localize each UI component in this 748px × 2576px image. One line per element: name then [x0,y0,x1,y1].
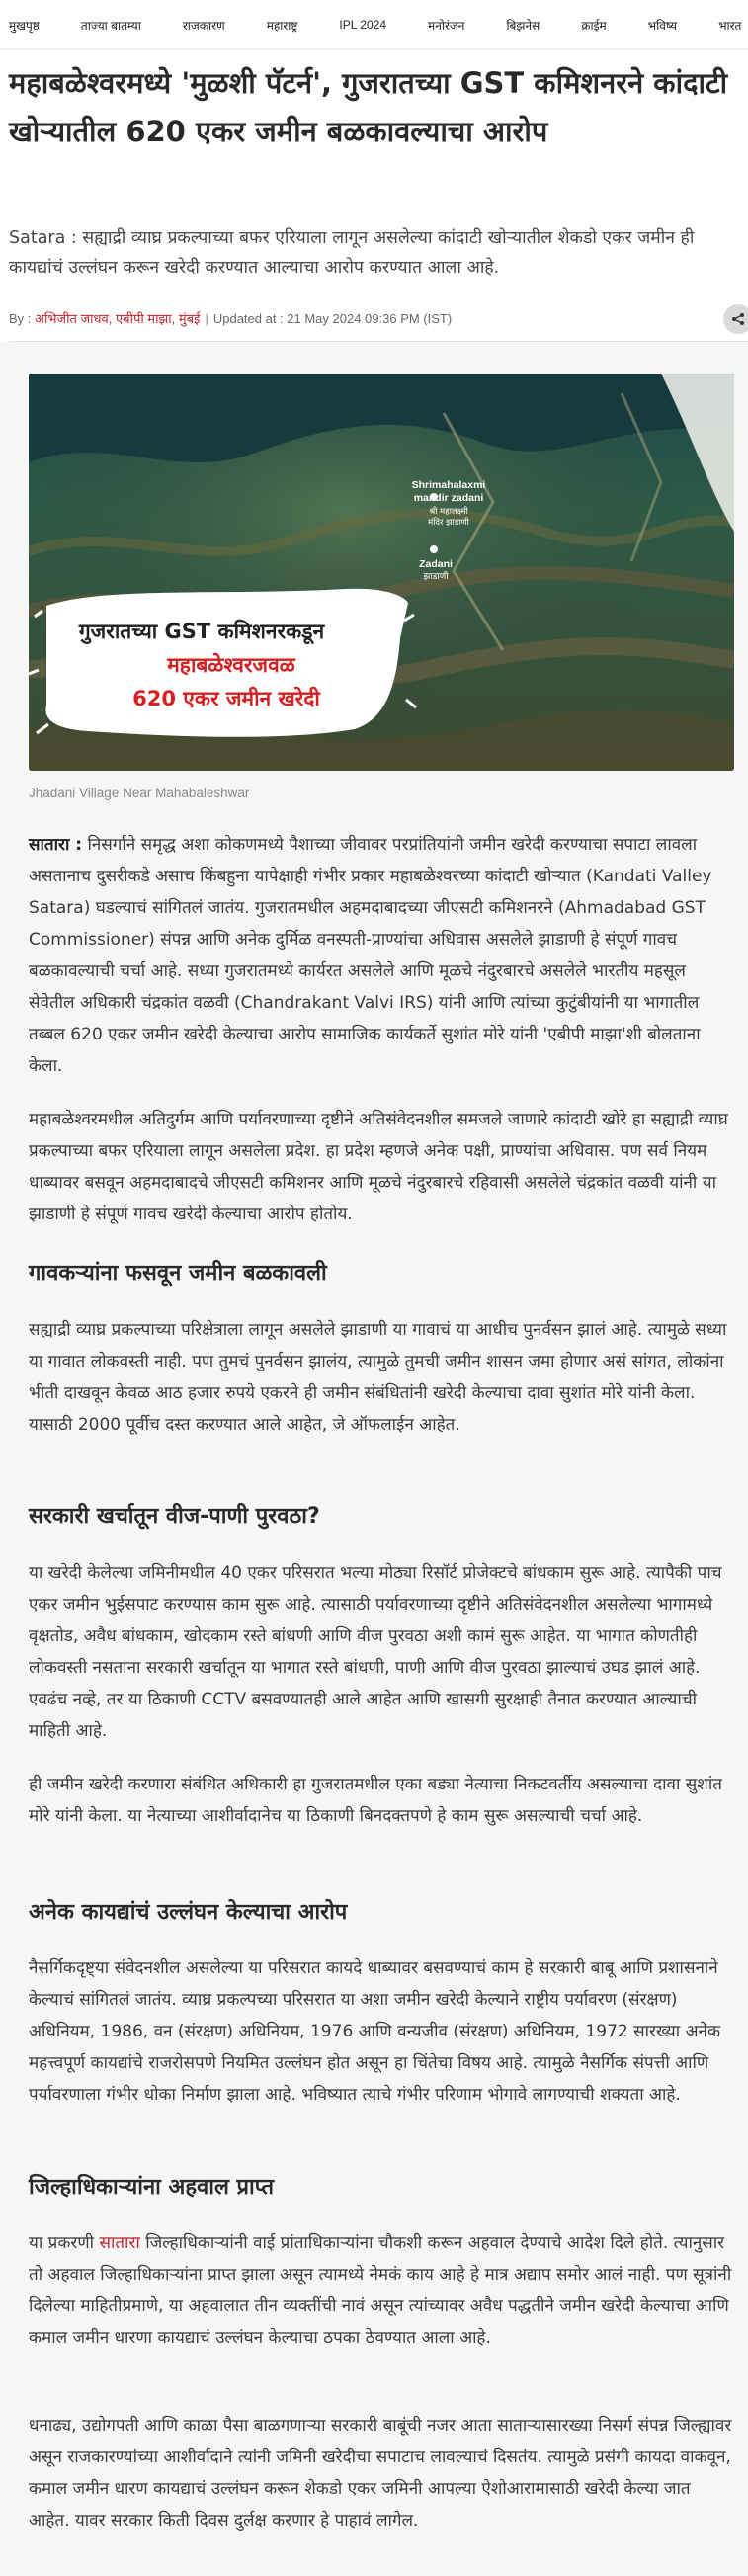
byline-prefix: By : [9,310,32,326]
paragraph-2: महाबळेश्वरमधील अतिदुर्गम आणि पर्यावरणाच्या दृष्टीने अतिसंवेदनशील समजले जाणारे कांदाटी खोरे हा सह्याद्री व्याघ्र प्रकल्पाच्या बफर एरियाला लागून असलेला प्रदेश. हा प्रदेश म्हणजे अनेक पक्षी, प्राण्यांचा अधिवास. पण सर्व नियम धाब्यावर बसवून अहमदाबादचे जीएसटी कमिशनर आणि मूळचे नंदुरबारचे रहिवासी असलेले चंद्रकांत वळवी यांनी या झाडाणी हे संपूर्ण गावच खरेदी केल्याचा आरोप होतोय. [29,1110,728,1224]
paragraph-3: सह्याद्री व्याघ्र प्रकल्पाच्या परिक्षेत्राला लागून असलेले झाडाणी या गावाचं या आधीच पुनर्वसन झालं आहे. त्यामुळे सध्या या गावात लोकवस्ती नाही. पण तुमचं पुनर्वसन झालंय, त्यामुळे तुमची जमीन शासन जमा होणार असं सांगत, लोकांना भीती दाखवून केवळ आठ हजार रुपये एकरने ही जमीन संबंधितांनी खरेदी केल्याचा दावा सुशांत मोरे यांनी केला. यासाठी 2000 पूर्वीच दस्त करण्यात आले आहेत, जे ऑफलाईन आहेत. [29,1320,727,1435]
paragraph-5: ही जमीन खरेदी करणारा संबंधित अधिकारी हा गुजरातमधील एका बड्या नेत्याचा निकटवर्तीय असल्याचा दावा सुशांत मोरे यांनी केला. या नेत्याच्या आशीर्वादानेच या ठिकाणी बिनदक्तपणे हे काम सुरू असल्याची चर्चा आहे. [29,1775,722,1826]
aerial-map-illustration [29,374,734,771]
byline-author[interactable]: अभिजीत जाधव, एबीपी माझा, मुंबई [35,311,201,326]
paragraph-7-pre: या प्रकरणी [29,2233,100,2253]
hero-banner-line-2: महाबळेश्वरजवळ [167,653,295,677]
nav-item-entertainment[interactable]: मनोरंजन [428,18,465,33]
nav-item-politics[interactable]: राजकारण [182,18,225,33]
nav-item-ipl[interactable]: IPL 2024 [339,18,387,32]
nav-item-crime[interactable]: क्राईम [581,18,607,33]
map-label-zadani-mr: झाडाणी [423,572,449,582]
nav-item-horoscope[interactable]: भविष्य [647,18,678,33]
link-satara[interactable]: सातारा [99,2233,140,2253]
share-button[interactable] [723,304,748,334]
subheading-1: गावकऱ्यांना फसवून जमीन बळकावली [29,1261,327,1286]
nav-menu [0,0,748,49]
map-label-zadani: Zadani [419,558,453,570]
paragraph-7-text: जिल्हाधिकाऱ्यांनी वाई प्रांताधिकाऱ्यांना चौकशी करून अहवाल देण्याचे आदेश दिले होते. त्यानुसार तो अहवाल जिल्हाधिकाऱ्यांना प्राप्त झाला असून त्यामध्ये नेमकं काय आहे हे मात्र अद्याप समोर आलं नाही. पण सूत्रांनी दिलेल्या माहितीप्रमाणे, या अहवालात तीन व्यक्तींची नावं असून त्यांच्यावर अवैध पद्धतीने जमीन खरेदी केल्याचा आणि कमाल जमीन धारणा कायद्याचं उल्लंघन केल्याचा ठपका ठेवण्यात आला आहे. [29,2233,732,2348]
byline-separator: | [205,310,208,326]
map-label-temple-mr-2: मंदिर झाडाणी [428,518,469,528]
subheading-3: अनेक कायद्यांचं उल्लंघन केल्याचा आरोप [29,1900,348,1925]
paragraph-7 [29,2227,734,2354]
nav-item-maharashtra[interactable]: महाराष्ट्र [266,18,298,33]
subheading-2: सरकारी खर्चातून वीज-पाणी पुरवठा? [29,1504,320,1529]
paragraph-4: या खरेदी केलेल्या जमिनीमधील 40 एकर परिसरात भल्या मोठ्या रिसॉर्ट प्रोजेक्टचे बांधकाम सुरू आहे. त्यापैकी पाच एकर जमीन भुईसपाट करण्यास काम सुरू आहे. त्यासाठी पर्यावरणाच्या दृष्टीने अतिसंवेदनशील असलेल्या भागामध्ये वृक्षतोड, अवैध बांधकाम, खोदकाम रस्ते बांधणी आणि वीज पुरवठा अशी कामं सुरू आहेत. या भागात कोणतीही लोकवस्ती नसताना सरकारी खर्चातून या भागात रस्ते बांधणी, पाणी आणि वीज पुरवठा झाल्याचं उघड झालं आहे. एवढंच नव्हे, तर या ठिकाणी CCTV बसवण्यातही आले आहेत आणि खासगी सुरक्षाही तैनात करण्यात आल्याची माहिती आहे. [29,1563,722,1741]
map-label-temple-mr: श्री महालक्ष्मी [429,507,468,517]
nav-item-home[interactable]: मुखपृष्ठ [9,18,40,33]
paragraph-6: नैसर्गिकदृष्ट्या संवेदनशील असलेल्या या परिसरात कायदे धाब्यावर बसवण्याचं काम हे सरकारी बाबू आणि प्रशासनाने केल्याचं सांगितलं जातंय. व्याघ्र प्रकल्पच्या परिसरात या अशा जमीन खरेदी केल्याने राष्ट्रीय पर्यावरण (संरक्षण) अधिनियम, 1986, वन (संरक्षण) अधिनियम, 1976 आणि वन्यजीव (संरक्षण) अधिनियम, 1972 सारख्या अनेक महत्त्वपूर्ण कायद्यांचे राजरोसपणे नियमित उल्लंघन होत असून हा चिंतेचा विषय आहे. त्यामुळे नैसर्गिक संपत्ती आणि पर्यावरणाला गंभीर धोका निर्माण झाला आहे. भविष्यात त्याचे गंभीर परिणाम भोगावे लागण्याची शक्यता आहे. [29,1958,721,2105]
subheading-4: जिल्हाधिकाऱ्यांना अहवाल प्राप्त [29,2175,275,2200]
article-summary: Satara : सह्याद्री व्याघ्र प्रकल्पाच्या बफर एरियाला लागून असलेल्या कांदाटी खोऱ्यातील शेकडो एकर जमीन ही कायद्यांचं उल्लंघन करून खरेदी करण्यात आल्याचा आरोप करण्यात आला आहे. [9,228,695,278]
nav-item-india[interactable]: भारत [718,18,742,33]
top-navigation [0,0,748,49]
hero-caption: Jhadani Village Near Mahabaleshwar [29,786,250,800]
paragraph-1-lead: सातारा : [29,835,83,855]
nav-item-latest-news[interactable]: ताज्या बातम्या [80,18,141,33]
hero-banner-line-1: गुजरातच्या GST कमिशनरकडून [78,620,325,643]
byline-updated: Updated at : 21 May 2024 09:36 PM (IST) [212,310,453,326]
map-label-temple-2: mandir zadani [413,492,484,504]
article-byline [9,307,452,329]
share-icon [731,312,745,326]
article-headline: महाबळेश्वरमध्ये 'मुळशी पॅटर्न', गुजरातच्या GST कमिशनरने कांदाटी खोऱ्यातील 620 एकर जमीन बळकावल्याचा आरोप [9,66,728,148]
hero-banner-line-3: 620 एकर जमीन खरेदी [132,687,320,710]
paragraph-8: धनाढ्य, उद्योगपती आणि काळा पैसा बाळगणाऱ्या सरकारी बाबूंची नजर आता साताऱ्यासारख्या निसर्ग संपन्न जिल्ह्यावर असून राजकारण्यांच्या आशीर्वादाने त्यांनी जमिनी खरेदीचा सपाटाच लावल्याचं दिसतंय. त्यामुळे प्रसंगी कायदा वाकवून, कमाल जमीन धारण कायद्याचं उल्लंघन करून शेकडो एकर जमिनी आपल्या ऐशोआरामासाठी खरेदी केल्या जात आहेत. यावर सरकार किती दिवस दुर्लक्ष करणार हे पाहावं लागेल. [29,2416,732,2531]
paragraph-1-text: निसर्गाने समृद्ध अशा कोकणमध्ये पैशाच्या जीवावर परप्रांतियांनी जमीन खरेदी करण्याचा सपाटा लावला असतानाच दुसरीकडे असाच किंबहुना यापेक्षाही गंभीर प्रकार महाबळेश्वरच्या कांदाटी खोऱ्यात (Kandati Valley Satara) घडल्याचं सांगितलं जातंय. गुजरातमधील अहमदाबादच्या जीएसटी कमिशनरने (Ahmadabad GST Commissioner) संपन्न आणि अनेक दुर्मिळ वनस्पती-प्राण्यांचा अधिवास असलेले झाडाणी हे संपूर्ण गावच बळकावल्याची चर्चा आहे. सध्या गुजरातमध्ये कार्यरत असलेले आणि मूळचे नंदुरबारचे असलेले भारतीय महसूल सेवेतील अधिकारी चंद्रकांत वळवी (Chandrakant Valvi IRS) यांनी आणि त्यांच्या कुटुंबीयांनी या भागातील तब्बल 620 एकर जमीन खरेदी केल्याचा आरोप सामाजिक कार्यकर्ते सुशांत मोरे यांनी 'एबीपी माझा'शी बोलताना केला. [29,835,712,1076]
paragraph-1 [29,829,734,1082]
map-label-temple: Shrimahalaxmi [411,479,486,491]
nav-item-business[interactable]: बिझनेस [506,18,540,33]
hero-image [29,374,734,771]
